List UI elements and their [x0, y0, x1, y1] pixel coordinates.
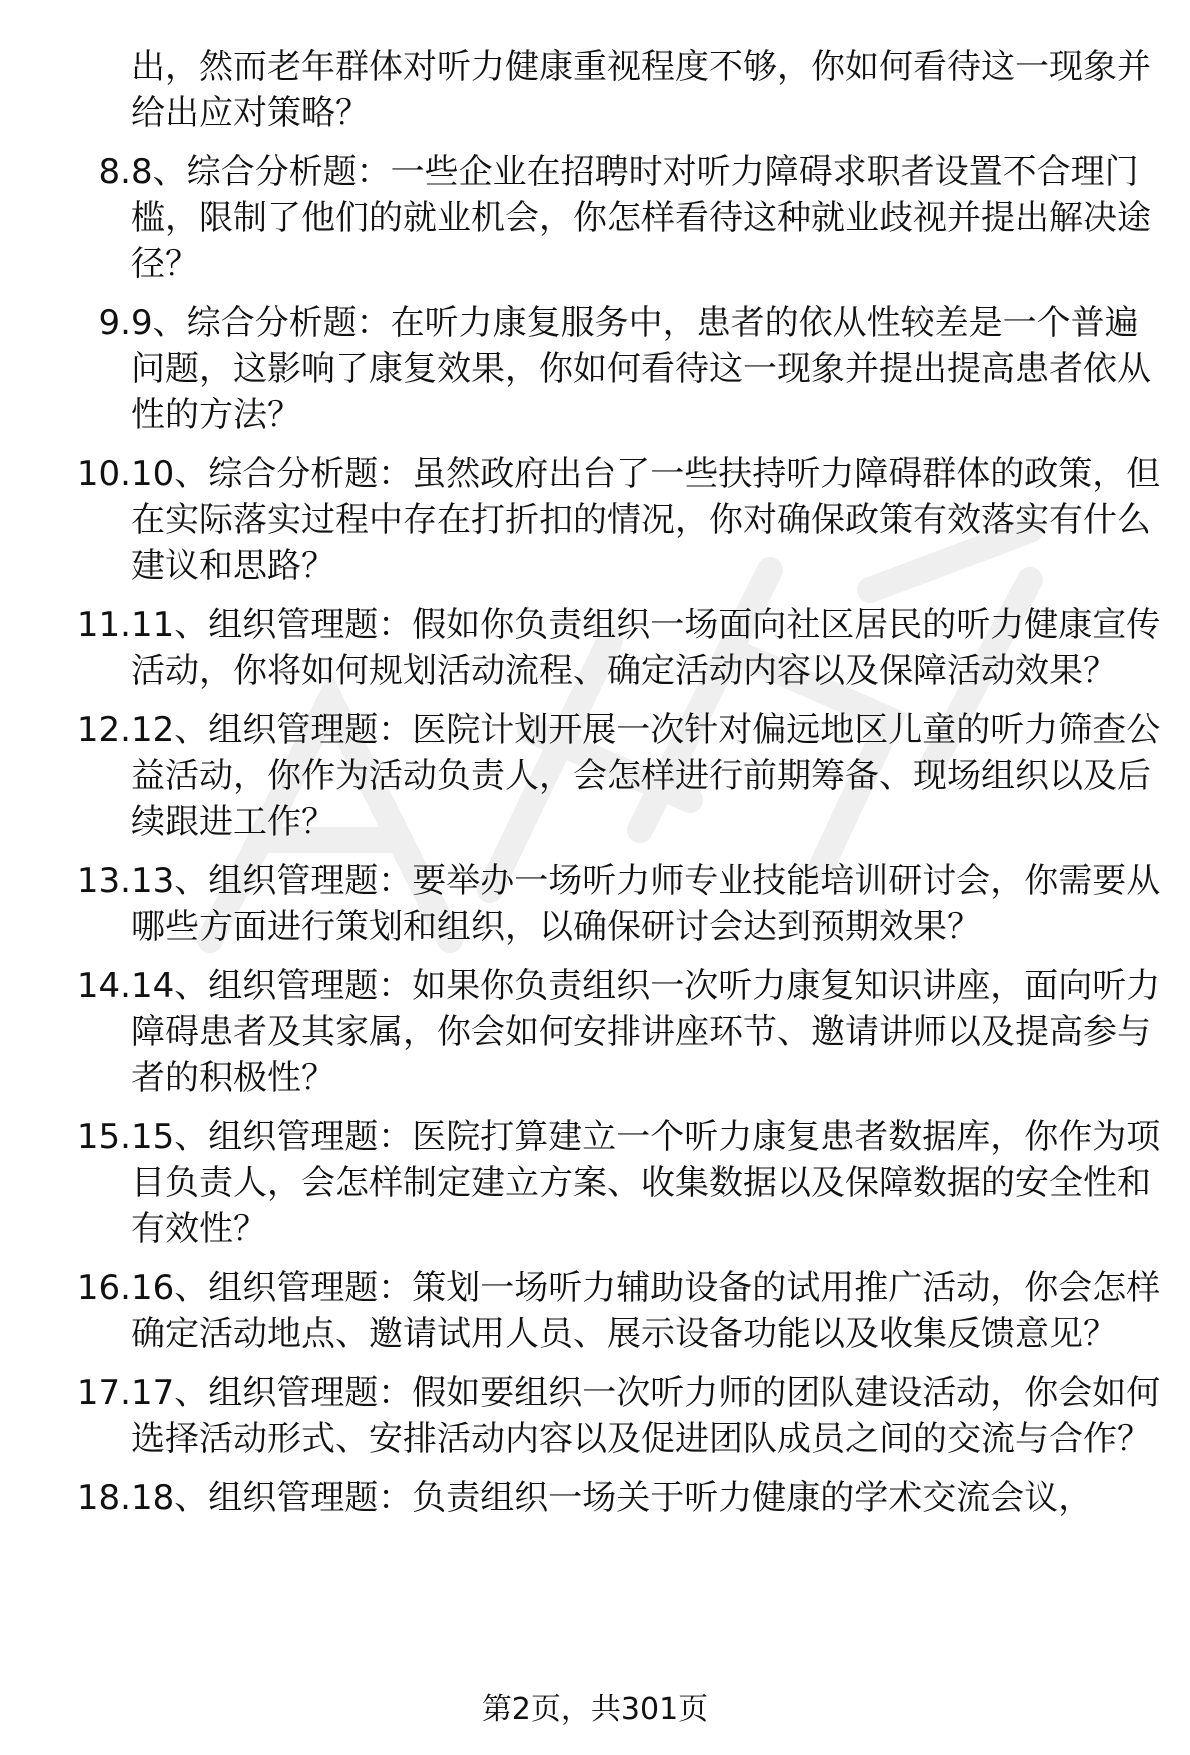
item-number: 16.: [76, 1268, 131, 1308]
item-number: 13.: [76, 861, 131, 901]
list-item: [0, 1114, 1190, 1252]
list-item: [0, 149, 1190, 287]
item-text: 13、组织管理题：要举办一场听力师专业技能培训研讨会，你需要从哪些方面进行策划和组织，以确保研讨会达到预期效果？: [131, 861, 1161, 947]
item-text: 10、综合分析题：虽然政府出台了一些扶持听力障碍群体的政策，但在实际落实过程中存在打折扣的情况，你对确保政策有效落实有什么建议和思路？: [131, 454, 1161, 586]
item-text: 16、组织管理题：策划一场听力辅助设备的试用推广活动，你会怎样确定活动地点、邀请试用人员、展示设备功能以及收集反馈意见？: [131, 1268, 1161, 1354]
list-item: [0, 858, 1190, 950]
item-text: 14、组织管理题：如果你负责组织一次听力康复知识讲座，面向听力障碍患者及其家属，你会如何安排讲座环节、邀请讲师以及提高参与者的积极性？: [131, 966, 1161, 1098]
item-number: 9.: [98, 303, 131, 343]
item-text: 17、组织管理题：假如要组织一次听力师的团队建设活动，你会如何选择活动形式、安排活动内容以及促进团队成员之间的交流与合作？: [131, 1373, 1161, 1459]
item-text: 9、综合分析题：在听力康复服务中，患者的依从性较差是一个普遍问题，这影响了康复效果，你如何看待这一现象并提出提高患者依从性的方法？: [131, 303, 1151, 435]
list-item: [0, 1370, 1190, 1462]
list-item: [0, 1475, 1190, 1521]
item-number: 10.: [76, 454, 131, 494]
item-number: 17.: [76, 1373, 131, 1413]
list-item: [0, 300, 1190, 438]
list-item: [0, 1265, 1190, 1357]
item-text: 11、组织管理题：假如你负责组织一场面向社区居民的听力健康宣传活动，你将如何规划活动流程、确定活动内容以及保障活动效果？: [131, 605, 1161, 691]
question-list: [0, 44, 1190, 1521]
item-number: 15.: [76, 1117, 131, 1157]
list-item: [0, 602, 1190, 694]
item-number: 11.: [76, 605, 131, 645]
item-number: 8.: [98, 152, 131, 192]
item-text: 8、综合分析题：一些企业在招聘时对听力障碍求职者设置不合理门槛，限制了他们的就业机会，你怎样看待这种就业歧视并提出解决途径？: [131, 152, 1151, 284]
item-number: 12.: [76, 710, 131, 750]
continuation-text: 出，然而老年群体对听力健康重视程度不够，你如何看待这一现象并给出应对策略？: [131, 47, 1151, 133]
list-item: [0, 707, 1190, 845]
list-item: [0, 451, 1190, 589]
list-item: [0, 963, 1190, 1101]
item-text: 12、组织管理题：医院计划开展一次针对偏远地区儿童的听力筛查公益活动，你作为活动负责人，会怎样进行前期筹备、现场组织以及后续跟进工作？: [131, 710, 1161, 842]
page-footer: 第2页，共301页: [481, 1692, 709, 1727]
item-number: 14.: [76, 966, 131, 1006]
item-number: 18.: [76, 1478, 131, 1518]
item-text: 15、组织管理题：医院打算建立一个听力康复患者数据库，你作为项目负责人，会怎样制定建立方案、收集数据以及保障数据的安全性和有效性？: [131, 1117, 1161, 1249]
item-text: 18、组织管理题：负责组织一场关于听力健康的学术交流会议，: [131, 1478, 1093, 1518]
